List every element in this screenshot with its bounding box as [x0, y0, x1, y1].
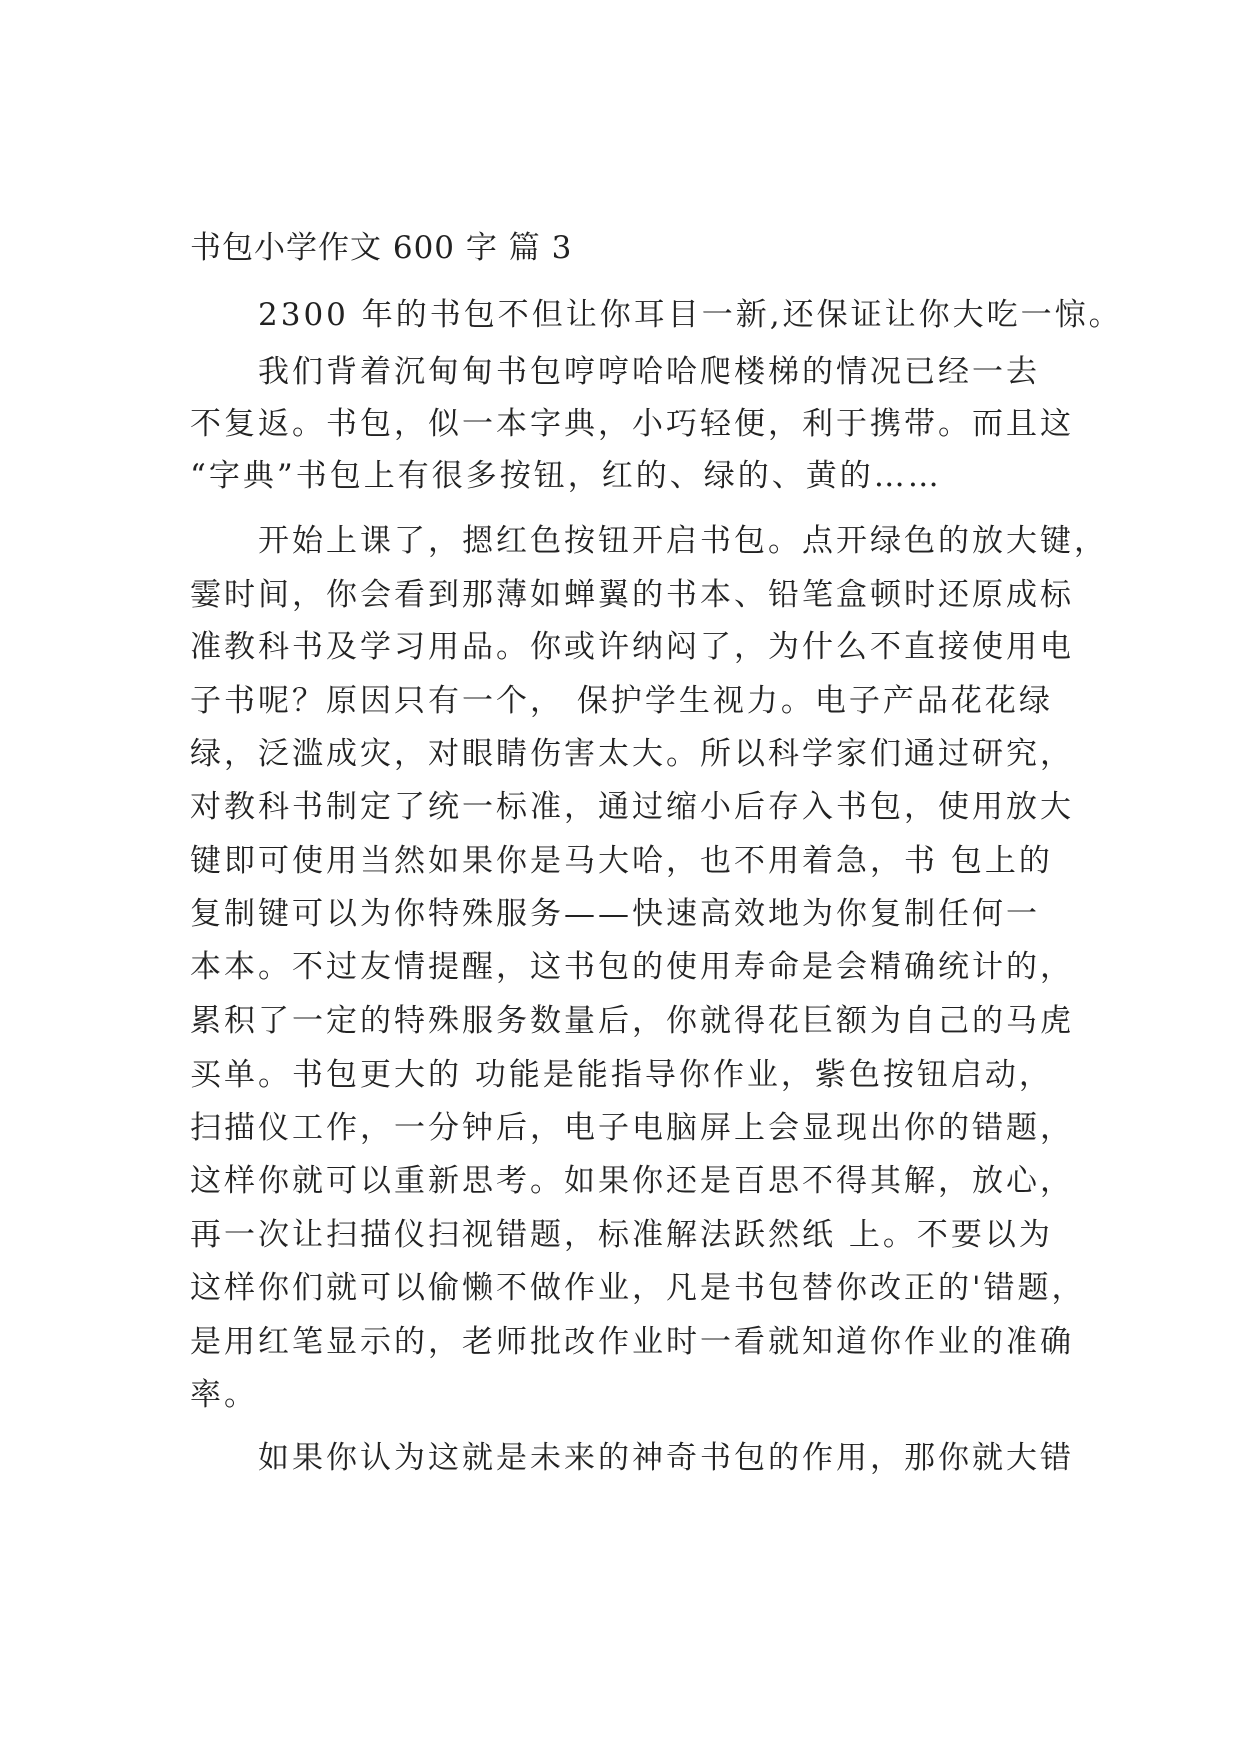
text-line-20: 是用红笔显示的，老师批改作业时一看就知道你作业的准确	[190, 1324, 1074, 1360]
text-line-10: 对教科书制定了统一标准，通过缩小后存入书包，使用放大	[190, 789, 1074, 825]
text-line-14: 累积了一定的特殊服务数量后，你就得花巨额为自己的马虎	[190, 1003, 1074, 1039]
text-line-12: 复制键可以为你特殊服务——快速高效地为你复制任何一	[190, 896, 1040, 932]
text-line-19: 这样你们就可以偷懒不做作业，凡是书包替你改正的'错题，	[190, 1270, 1086, 1306]
text-line-3: 不复返。书包，似一本字典，小巧轻便，利于携带。而且这	[190, 406, 1074, 442]
text-line-4: “字典”书包上有很多按钮，红的、绿的、黄的……	[190, 458, 942, 494]
text-line-22: 如果你认为这就是未来的神奇书包的作用，那你就大错	[258, 1440, 1074, 1476]
text-line-2: 我们背着沉甸甸书包哼哼哈哈爬楼梯的情况已经一去	[258, 354, 1040, 390]
text-line-7: 准教科书及学习用品。你或许纳闷了，为什么不直接使用电	[190, 629, 1074, 665]
text-line-9: 绿，泛滥成灾，对眼睛伤害太大。所以科学家们通过研究，	[190, 736, 1074, 772]
text-line-17: 这样你就可以重新思考。如果你还是百思不得其解，放心，	[190, 1163, 1074, 1199]
document-title: 书包小学作文 600 字 篇 3	[190, 230, 573, 266]
text-line-15: 买单。书包更大的 功能是能指导你作业，紫色按钮启动，	[190, 1057, 1053, 1093]
text-line-13: 本本。不过友情提醒，这书包的使用寿命是会精确统计的，	[190, 949, 1074, 985]
text-line-21: 率。	[190, 1377, 258, 1413]
text-line-5: 开始上课了，摁红色按钮开启书包。点开绿色的放大键，	[258, 523, 1108, 559]
text-line-16: 扫描仪工作，一分钟后，电子电脑屏上会显现出你的错题，	[190, 1110, 1074, 1146]
text-line-11: 键即可使用当然如果你是马大哈，也不用着急，书 包上的	[190, 843, 1053, 879]
text-line-18: 再一次让扫描仪扫视错题，标准解法跃然纸 上。不要以为	[190, 1217, 1053, 1253]
text-line-8: 子书呢？原因只有一个， 保护学生视力。电子产品花花绿	[190, 683, 1053, 719]
text-line-1: 2300 年的书包不但让你耳目一新,还保证让你大吃一惊。	[258, 297, 1123, 333]
text-line-6: 霎时间，你会看到那薄如蝉翼的书本、铅笔盒顿时还原成标	[190, 577, 1074, 613]
